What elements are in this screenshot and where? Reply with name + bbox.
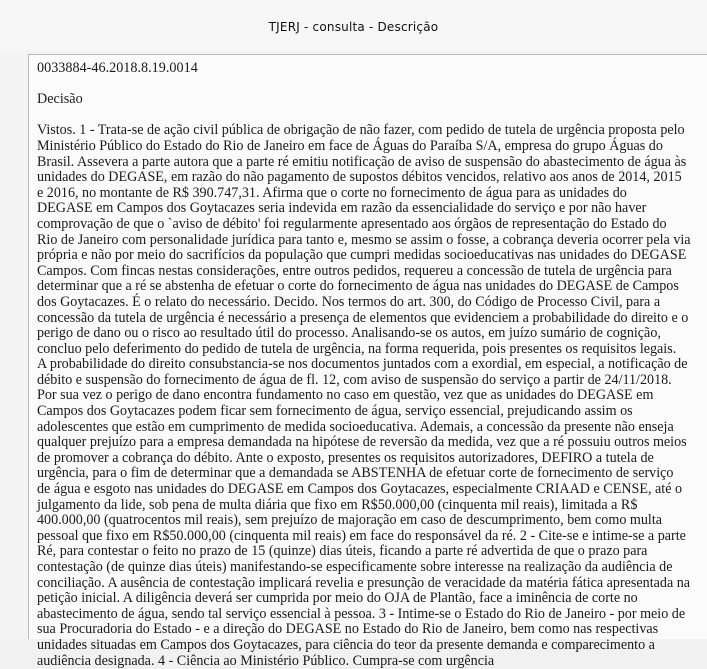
decision-text-line: audiência designada. 4 - Ciência ao Ministério Público. Cumpra-se com urgência: [37, 652, 495, 669]
window-title: TJERJ - consulta - Descrição: [268, 20, 439, 34]
document-heading: Decisão: [37, 91, 83, 108]
decision-text-line: A probabilidade do direito consubstancia-se nos documentos juntados com a exordial, em especial, a notificação de: [37, 356, 688, 373]
process-number: 0033884-46.2018.8.19.0014: [37, 60, 198, 76]
decision-text-line: concessão da tutela de urgência é necessário a presença de elementos que evidenciem a probabilidade do direito e o: [37, 309, 689, 326]
decision-text-line: débito e suspensão do fornecimento de água de fl. 12, com aviso de suspensão do serviço a partir de 24/11/2018.: [37, 371, 672, 388]
decision-text-line: Ré, para contestar o feito no prazo de 15 (quinze) dias úteis, ficando a parte ré advertida de que o prazo para: [37, 543, 648, 560]
decision-text-line: qualquer prejuízo para a empresa demandada na hipótese de reversão da medida, vez que a ré possuiu outros meios: [37, 434, 687, 451]
decision-text-line: de água e esgoto nas unidades do DEGASE em Campos dos Goytacazes, especialmente CRIAAD e CENSE, até o: [37, 481, 683, 498]
decision-text-line: pessoal que fixo em R$50.000,00 (cinquenta mil reais) em face do responsável da ré. 2 - Cite-se e intime-se a parte: [37, 527, 686, 544]
decision-text-line: Rio de Janeiro com personalidade jurídica para tanto e, mesmo se assim o fosse, a cobrança deveria ocorrer pela via: [37, 231, 691, 248]
decision-text-line: unidades situadas em Campos dos Goytacazes, para ciência do teor da presente demanda e comparecimento a: [37, 636, 655, 653]
decision-text-line: sua Procuradoria do Estado - e a direção do DEGASE no Estado do Rio de Janeiro, bem como nas respectivas: [37, 621, 659, 638]
decision-text: [37, 61, 705, 669]
decision-text-line: conciliação. A ausência de contestação implicará revelia e presunção de veracidade da matéria fática apresentada na: [37, 574, 691, 591]
decision-body: [37, 123, 705, 669]
decision-text-line: urgência, para o fim de determinar que a demandada se ABSTENHA de efetuar corte de fornecimento de serviço: [37, 465, 674, 482]
decision-text-line: concluo pelo deferimento do pedido de tutela de urgência, na forma requerida, pois presentes os requisitos legais.: [37, 340, 677, 357]
decision-text-line: Brasil. Assevera a parte autora que a parte ré emitiu notificação de aviso de suspensão do abastecimento de água às: [37, 153, 687, 170]
decision-text-line: DEGASE em Campos dos Goytacazes seria indevida em razão da essencialidade do serviço e por não haver: [37, 200, 647, 217]
decision-text-line: comprovação de que o `aviso de débito' foi regularmente apresentado aos órgãos de representação do Estado do: [37, 215, 667, 232]
decision-text-line: contestação (de quinze dias úteis) manifestando-se especificamente sobre interesse na realização da audiência de: [37, 559, 673, 575]
decision-text-line: abastecimento de água, sendo tal serviço essencial à pessoa. 3 - Intime-se o Estado do Rio de Janeiro - por meio de: [37, 605, 686, 622]
title-bar: [0, 0, 707, 50]
decision-text-line: adolescentes que estão em cumprimento de medida socioeducativa. Ademais, a concessão da presente não enseja: [37, 418, 674, 435]
decision-text-line: dos Goytacazes. É o relato do necessário. Decido. Nos termos do art. 300, do Código de Processo Civil, para a: [37, 293, 661, 310]
decision-text-line: própria e não por meio do sacrifícios da população que cumpri medidas socioeducativas nas unidades do DEGASE: [37, 247, 687, 264]
decision-text-line: Campos. Com fincas nestas considerações, entre outros pedidos, requereu a concessão de tutela de urgência para: [37, 262, 672, 279]
decision-text-line: e 2016, no montante de R$ 390.747,31. Afirma que o corte no fornecimento de água para as unidades do: [37, 184, 627, 201]
decision-text-line: Campos dos Goytacazes podem ficar sem fornecimento de água, serviço essencial, prejudicando assim os: [37, 403, 633, 420]
decision-text-line: determinar que a ré se abstenha de efetuar o corte do fornecimento de água nas unidades do DEGASE de Campos: [37, 278, 679, 295]
decision-text-line: Por sua vez o perigo de dano encontra fundamento no caso em questão, vez que as unidades do DEGASE em: [37, 387, 654, 404]
decision-text-line: unidades do DEGASE, em razão do não pagamento de supostos débitos vencidos, relativo aos anos de 2014, 2015: [37, 169, 682, 186]
decision-text-line: Vistos. 1 - Trata-se de ação civil pública de obrigação de não fazer, com pedido de tutela de urgência proposta pelo: [37, 122, 685, 139]
decision-text-line: petição inicial. A diligência deverá ser cumprida por meio do OJA de Plantão, face a iminência de corte no: [37, 590, 638, 607]
decision-text-line: 400.000,00 (quatrocentos mil reais), sem prejuízo de majoração em caso de descumprimento, bem como multa: [37, 512, 663, 529]
decision-text-line: Ministério Público do Estado do Rio de Janeiro em face de Águas do Paraíba S/A, empresa do grupo Águas do: [37, 137, 663, 154]
decision-text-line: perigo de dano ou o risco ao resultado útil do processo. Analisando-se os autos, em juízo sumário de cognição,: [37, 325, 661, 342]
decision-text-line: julgamento da lide, sob pena de multa diária que fixo em R$50.000,00 (cinquenta mil reais), limitada a R$: [37, 496, 638, 513]
decision-text-line: de promover a cobrança do débito. Ante o exposto, presentes os requisitos autorizadores, DEFIRO a tutela de: [37, 449, 654, 466]
document-content[interactable]: [28, 54, 707, 669]
